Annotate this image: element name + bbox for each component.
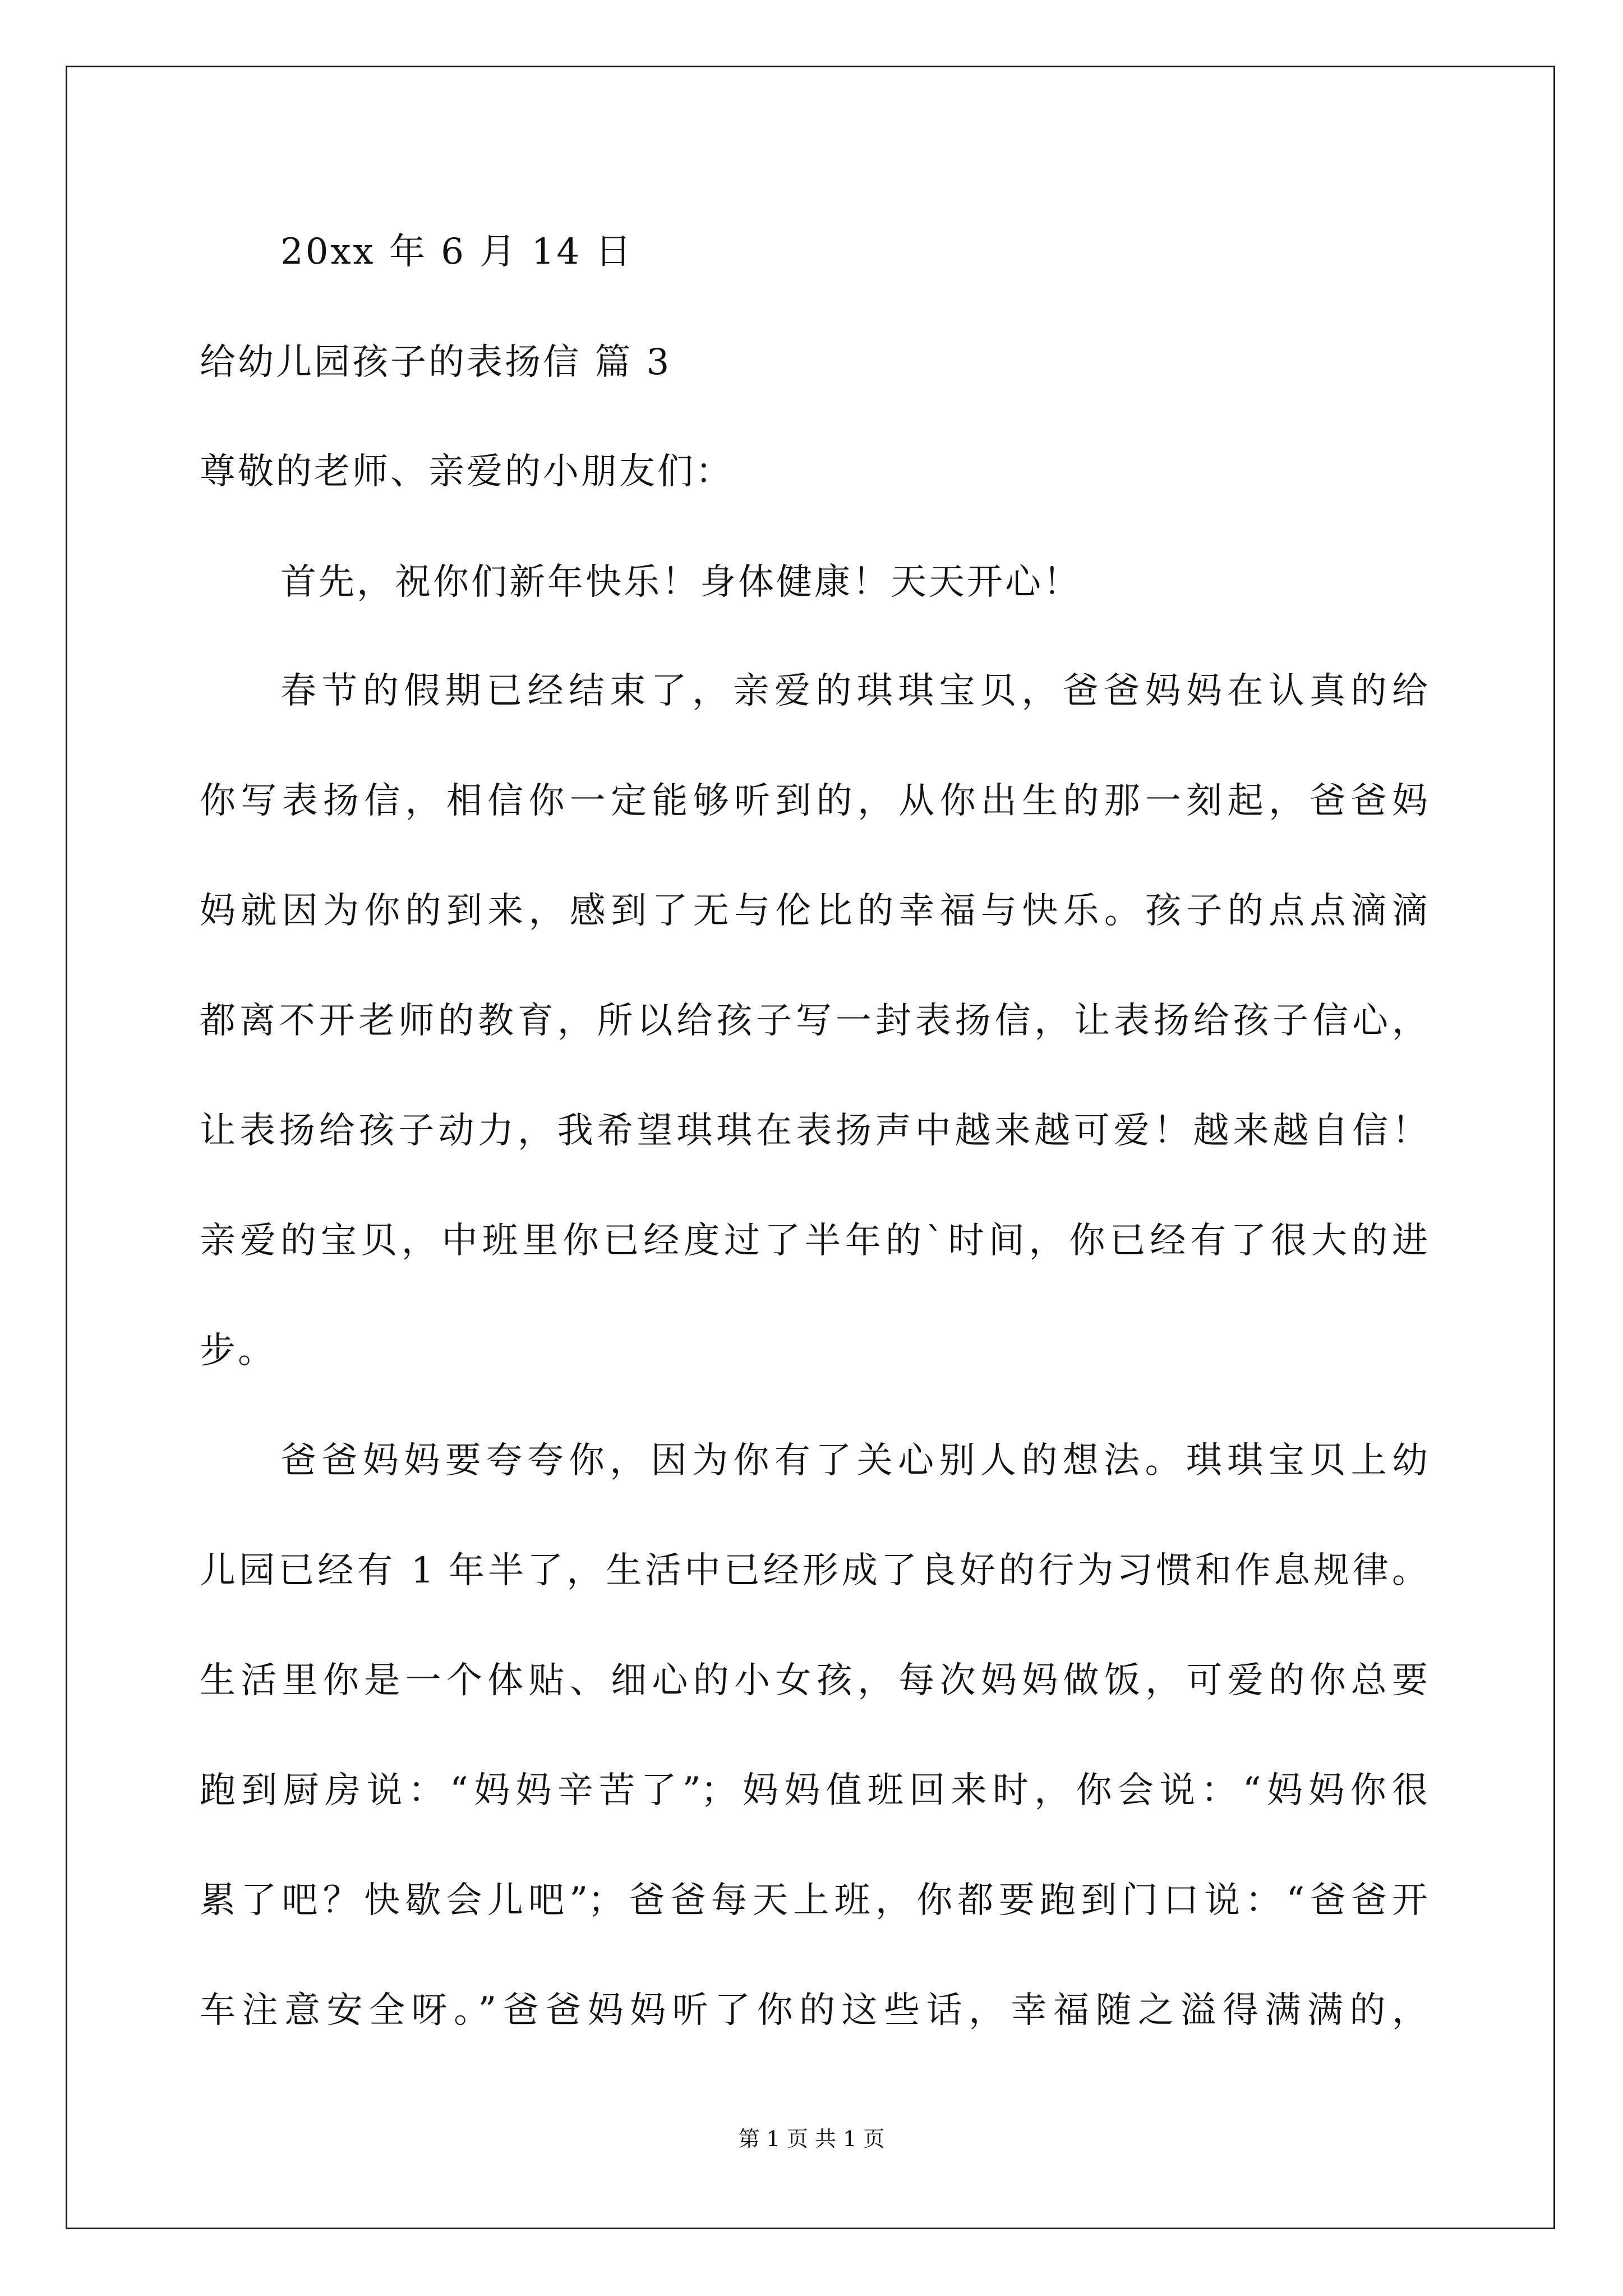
paragraph-2-line: 妈就因为你的到来，感到了无与伦比的幸福与快乐。孩子的点点滴滴 (200, 890, 1428, 932)
paragraph-2-line: 让表扬给孩子动力，我希望琪琪在表扬声中越来越可爱！越来越自信！ (200, 1110, 1428, 1152)
salutation: 尊敬的老师、亲爱的小朋友们： (200, 451, 734, 493)
paragraph-3-line: 爸爸妈妈要夸夸你，因为你有了关心别人的想法。琪琪宝贝上幼 (280, 1440, 1428, 1481)
paragraph-2-line: 步。 (200, 1330, 276, 1372)
paragraph-3-line: 累了吧？快歇会儿吧”；爸爸每天上班，你都要跑到门口说：“爸爸开 (200, 1880, 1428, 1921)
paragraph-2-line: 亲爱的宝贝，中班里你已经度过了半年的`时间，你已经有了很大的进 (200, 1220, 1428, 1262)
paragraph-2-line: 你写表扬信，相信你一定能够听到的，从你出生的那一刻起，爸爸妈 (200, 780, 1428, 822)
section-title: 给幼儿园孩子的表扬信 篇 3 (200, 342, 672, 383)
page-footer: 第 1 页 共 1 页 (738, 2127, 885, 2151)
date-line: 20xx 年 6 月 14 日 (280, 231, 634, 273)
paragraph-3-line: 跑到厨房说：“妈妈辛苦了”；妈妈值班回来时，你会说：“妈妈你很 (200, 1770, 1428, 1811)
paragraph-2-line: 春节的假期已经结束了，亲爱的琪琪宝贝，爸爸妈妈在认真的给 (280, 670, 1428, 712)
paragraph-3-line: 生活里你是一个体贴、细心的小女孩，每次妈妈做饭，可爱的你总要 (200, 1660, 1428, 1701)
paragraph-2-line: 都离不开老师的教育，所以给孩子写一封表扬信，让表扬给孩子信心， (200, 1000, 1428, 1042)
paragraph-1: 首先，祝你们新年快乐！身体健康！天天开心！ (280, 562, 1081, 603)
paragraph-3-line: 车注意安全呀。”爸爸妈妈听了你的这些话，幸福随之溢得满满的， (200, 1990, 1428, 2031)
paragraph-3-line: 儿园已经有 1 年半了，生活中已经形成了良好的行为习惯和作息规律。 (200, 1550, 1428, 1591)
